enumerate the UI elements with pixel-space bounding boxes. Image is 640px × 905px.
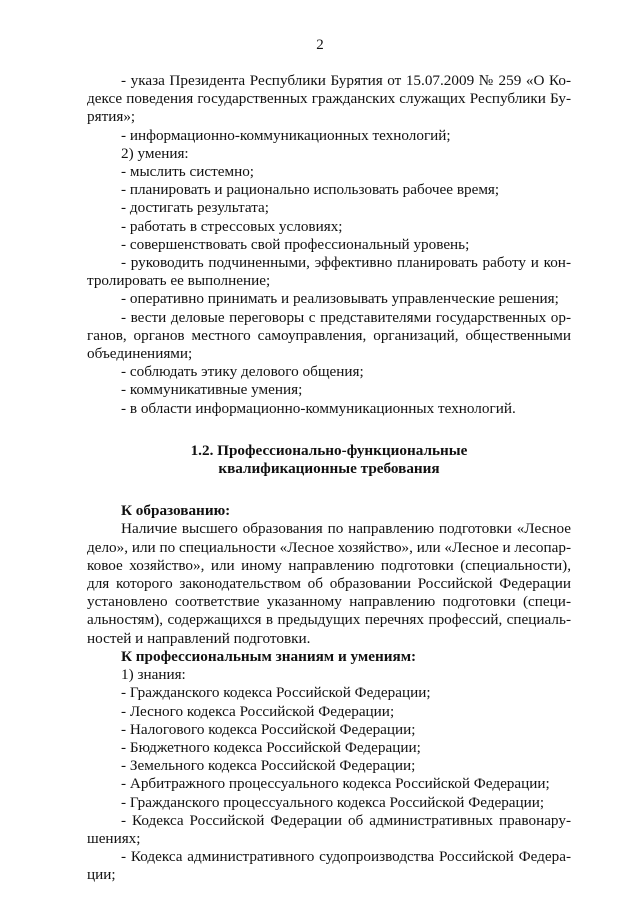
knowledge-subheading: К профессиональным знаниям и умениям: (121, 647, 417, 665)
section-heading-line-1: 1.2. Профессионально-функциональные (190, 441, 468, 459)
section-heading-line-2: квалификационные требования (218, 460, 440, 478)
list-item: - вести деловые переговоры с представителями государственных органов, органов местного самоуправления, организаций, общественными объединениями; (87, 308, 571, 363)
education-subheading: К образованию: (121, 502, 231, 520)
list-item: - достигать результата; (121, 199, 270, 217)
list-item: - Кодекса административного судопроизводства Российской Федерации; (87, 848, 571, 884)
list-item: - планировать и рационально использовать рабочее время; (121, 181, 500, 199)
list-item: 1) знания: (121, 666, 186, 684)
list-item: - Кодекса Российской Федерации об административных правонарушениях; (87, 811, 571, 847)
list-item: - оперативно принимать и реализовывать управленческие решения; (121, 290, 559, 308)
list-item: 2) умения: (121, 144, 189, 162)
list-item: - указа Президента Республики Бурятия от 15.07.2009 № 259 «О Кодексе поведения государственных гражданских служащих Республики Бурятия»; (87, 72, 571, 126)
section-heading (87, 442, 571, 478)
list-item: - руководить подчиненными, эффективно планировать работу и контролировать ее выполнение; (87, 254, 571, 290)
list-item: - Гражданского кодекса Российской Федерации; (121, 684, 431, 702)
list-item: - Земельного кодекса Российской Федерации; (121, 757, 416, 775)
list-item: - Арбитражного процессуального кодекса Российской Федерации; (121, 775, 550, 793)
document-body (87, 72, 571, 885)
list-item: - коммуникативные умения; (121, 381, 303, 399)
list-item: - соблюдать этику делового общения; (121, 363, 364, 381)
list-item: - в области информационно-коммуникационных технологий. (121, 399, 516, 417)
list-item: - Гражданского процессуального кодекса Российской Федерации; (121, 793, 545, 811)
list-item: - Налогового кодекса Российской Федерации; (121, 720, 416, 738)
education-paragraph: Наличие высшего образования по направлению подготовки «Лесное дело», или по специальности «Лесное хозяйство», или «Лесное и лесопарковое хозяйство», или иному направлению подготовки (специальности), для которого законодательством об образовании Российской Федерации установлено соответствие указанному направлению подготовки (специальностям), содержащихся в предыдущих перечнях профессий, специальностей и направлений подготовки. (87, 520, 571, 647)
page-number: 2 (316, 37, 324, 53)
list-item: - мыслить системно; (121, 163, 255, 181)
list-item: - Бюджетного кодекса Российской Федерации; (121, 738, 421, 756)
list-item: - работать в стрессовых условиях; (121, 217, 343, 235)
list-item: - информационно-коммуникационных технологий; (121, 126, 451, 144)
list-item: - Лесного кодекса Российской Федерации; (121, 702, 395, 720)
list-item: - совершенствовать свой профессиональный уровень; (121, 235, 470, 253)
